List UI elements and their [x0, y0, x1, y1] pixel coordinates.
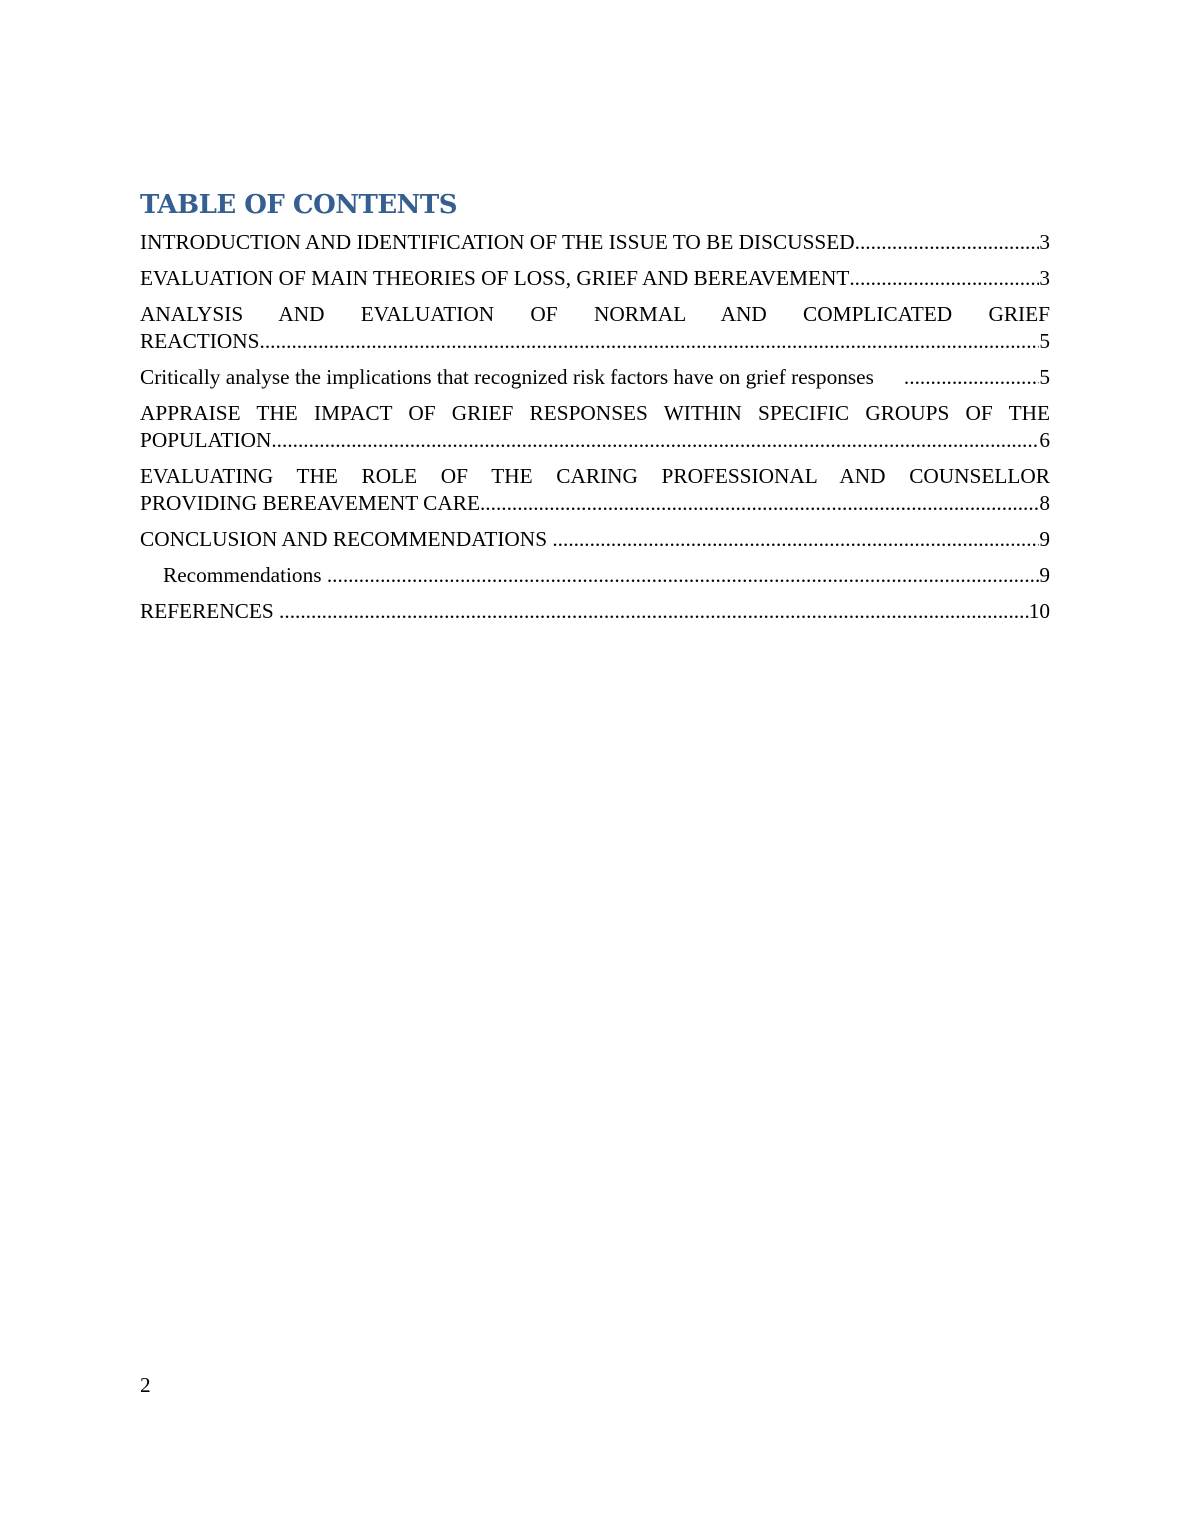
dot-leader	[874, 364, 1039, 391]
toc-entry-page: 9	[1039, 527, 1050, 551]
table-of-contents	[140, 229, 1050, 634]
toc-entry-page: 3	[1039, 266, 1050, 290]
page-number: 2	[140, 1373, 151, 1397]
dot-leader	[855, 229, 1040, 256]
dot-leader	[260, 328, 1040, 355]
toc-entry-conclusion[interactable]	[140, 526, 1050, 553]
toc-entry-page: 10	[1028, 599, 1050, 623]
dot-leader	[327, 562, 1040, 589]
toc-entry-title: CONCLUSION AND RECOMMENDATIONS	[140, 527, 553, 551]
toc-entry-page: 6	[1039, 428, 1050, 452]
dot-leader	[271, 427, 1039, 454]
toc-entry-title: Critically analyse the implications that recognized risk factors have on grief responses	[140, 365, 874, 389]
dot-leader	[279, 598, 1029, 625]
toc-entry-introduction[interactable]	[140, 229, 1050, 256]
toc-entry-title: EVALUATION OF MAIN THEORIES OF LOSS, GRIEF AND BEREAVEMENT	[140, 266, 850, 290]
toc-entry-page: 3	[1039, 230, 1050, 254]
toc-entry-title: INTRODUCTION AND IDENTIFICATION OF THE ISSUE TO BE DISCUSSED	[140, 230, 855, 254]
toc-entry-title-line1: APPRAISE THE IMPACT OF GRIEF RESPONSES WITHIN SPECIFIC GROUPS OF THE	[140, 401, 1050, 425]
toc-entry-page: 9	[1039, 563, 1050, 587]
toc-entry-risk-factors[interactable]	[140, 364, 1050, 391]
toc-entry-references[interactable]	[140, 598, 1050, 625]
toc-entry-appraise-impact[interactable]	[140, 400, 1050, 454]
toc-entry-evaluation-theories[interactable]	[140, 265, 1050, 292]
toc-entry-recommendations[interactable]	[140, 562, 1050, 589]
toc-entry-title-line2: POPULATION	[140, 428, 272, 452]
toc-entry-title-line1: ANALYSIS AND EVALUATION OF NORMAL AND COMPLICATED GRIEF	[140, 302, 1050, 326]
toc-entry-page: 8	[1039, 491, 1050, 515]
toc-entry-caring-professional[interactable]	[140, 463, 1050, 517]
dot-leader	[552, 526, 1039, 553]
toc-entry-page: 5	[1039, 329, 1050, 353]
toc-entry-title: Recommendations	[163, 563, 327, 587]
toc-entry-title-line1: EVALUATING THE ROLE OF THE CARING PROFESSIONAL AND COUNSELLOR	[140, 464, 1050, 488]
toc-entry-page: 5	[1039, 365, 1050, 389]
toc-entry-analysis-grief-reactions[interactable]	[140, 301, 1050, 355]
toc-entry-title-line2: PROVIDING BEREAVEMENT CARE	[140, 491, 480, 515]
toc-entry-title: REFERENCES	[140, 599, 280, 623]
dot-leader	[480, 490, 1039, 517]
toc-entry-title-line2: REACTIONS	[140, 329, 260, 353]
toc-heading: TABLE OF CONTENTS	[140, 190, 458, 220]
dot-leader	[849, 265, 1039, 292]
